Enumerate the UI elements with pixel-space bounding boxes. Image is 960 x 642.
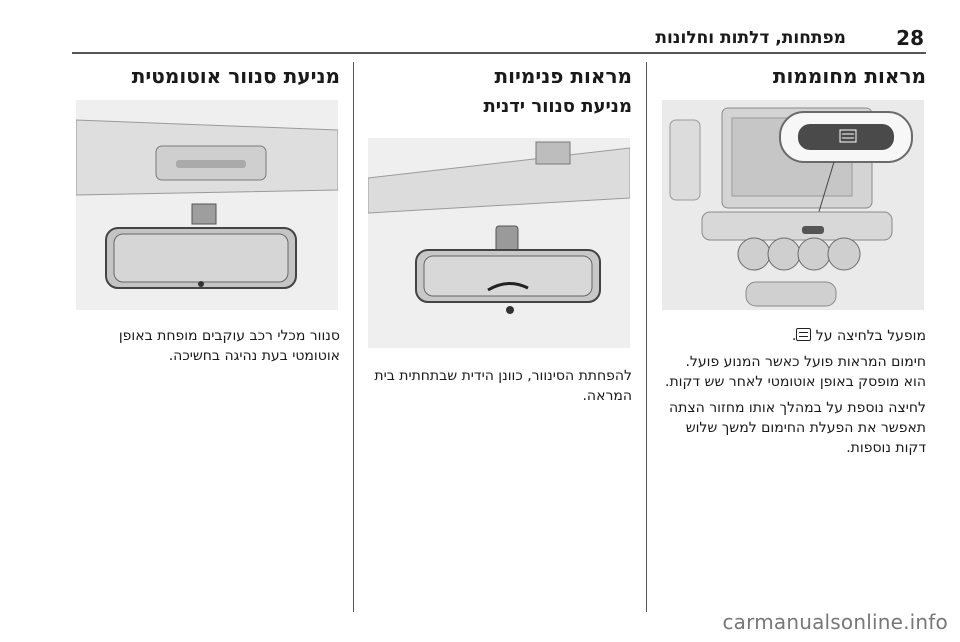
auto-dimming-text: סנוור מכלי רכב עוקבים מופחת באופן אוטומטי בעת נהיגה בחשיכה. — [118, 328, 340, 364]
column-divider-left — [353, 62, 354, 612]
section-interior-mirrors — [366, 64, 632, 117]
watermark: carmanualsonline.info — [722, 610, 948, 634]
section-heading: מניעת סנוור אוטומטית — [131, 64, 340, 88]
auto-mirror-illustration — [76, 100, 338, 310]
figure-manual-mirror — [368, 138, 630, 348]
rear-window-heat-icon — [796, 328, 811, 341]
section-subheading: מניעת סנוור ידנית — [483, 96, 632, 117]
heated-mirrors-text: מופעל בלחיצה על . חימום המראות פועל כאשר המנוע פועל. הוא מופסק באופן אוטומטי לאחר שש דקות. לחיצה נוספת על במהלך אותו מחזור הצתה תאפשר את הפעלת החימום למשך שלוש דקות נוספות. — [665, 328, 926, 456]
page-number: 28 — [896, 26, 924, 50]
column-divider-right — [646, 62, 647, 612]
header-divider — [72, 52, 926, 54]
manual-mirror-illustration — [368, 138, 630, 348]
paragraph-1: מופעל בלחיצה על — [811, 328, 926, 344]
section-heading: מראות מחוממות — [772, 64, 926, 88]
section-automatic-dimming — [74, 64, 340, 88]
section-heated-mirrors — [660, 64, 926, 88]
manual-mirror-text: להפחתת הסינוור, כוונן הידית שבתחתית בית המראה. — [374, 368, 632, 404]
section-heading: מראות פנימיות — [494, 64, 632, 88]
dashboard-illustration — [662, 100, 924, 310]
figure-auto-dimming-mirror — [76, 100, 338, 310]
page-header — [70, 22, 928, 52]
paragraph-2: חימום המראות פועל כאשר המנוע פועל. הוא מופסק באופן אוטומטי לאחר שש דקות. — [665, 354, 926, 390]
paragraph-3: לחיצה נוספת על במהלך אותו מחזור הצתה תאפשר את הפעלת החימום למשך שלוש דקות נוספות. — [669, 400, 926, 456]
figure-dashboard-heat-button — [662, 100, 924, 310]
page-title: מפתחות, דלתות וחלונות — [655, 28, 846, 48]
